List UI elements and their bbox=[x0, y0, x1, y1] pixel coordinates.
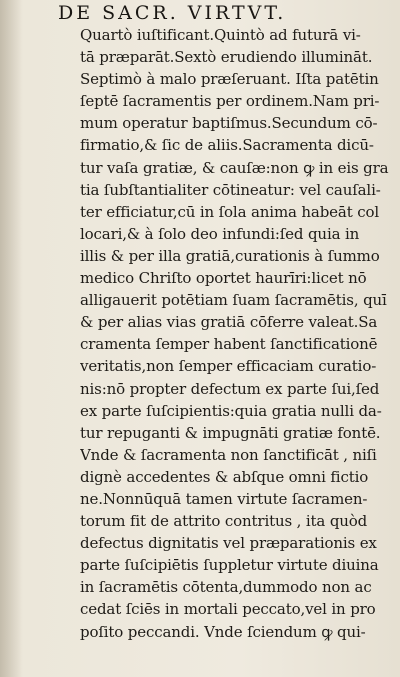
text-line: medico Chriſto oportet haurīri:licet nō bbox=[80, 269, 367, 288]
text-line: ne.Nonnūquā tamen virtute ſacramen- bbox=[80, 489, 368, 508]
text-line: ter efficiatur,cū in ſola anima habeāt col bbox=[80, 202, 379, 221]
page-gutter-shadow bbox=[0, 0, 22, 677]
text-line: ex parte ſuſcipientis:quia gratia nulli da- bbox=[80, 401, 382, 420]
text-line: parte ſuſcipiētis ſuppletur virtute diuina bbox=[80, 556, 379, 575]
text-line: tia ſubſtantialiter cōtineatur: vel cauſali- bbox=[80, 180, 381, 199]
text-line: Septimò à malo præſeruant. Iſta patētin bbox=[80, 70, 379, 89]
text-line: tā præparāt.Sextò erudiendo illumināt. bbox=[80, 48, 373, 67]
text-line: in ſacramētis cōtenta,dummodo non ac bbox=[80, 578, 372, 597]
text-line: Vnde & ſacramenta non ſanctificāt , niſi bbox=[80, 445, 377, 464]
text-line: veritatis,non ſemper efficaciam curatio- bbox=[80, 357, 377, 376]
text-line: Quartò iuſtificant.Quintò ad futurā vi- bbox=[80, 26, 361, 44]
text-line: cramenta ſemper habent ſanctificationē bbox=[80, 335, 378, 354]
text-line: ſeptē ſacramentis per ordinem.Nam pri- bbox=[80, 92, 380, 111]
text-line: mum operatur baptiſmus.Secundum cō- bbox=[80, 114, 378, 133]
text-line: torum fit de attrito contritus , ita quòd bbox=[80, 512, 368, 531]
text-line: poſito peccandi. Vnde ſciendum ꝙ qui- bbox=[80, 622, 366, 641]
text-line: tur vaſa gratiæ, & cauſæ:non ꝙ in eis gra bbox=[80, 158, 389, 177]
text-line: nis:nō propter defectum ex parte ſui,ſed bbox=[80, 379, 380, 398]
text-line: illis & per illa gratiā,curationis à ſummo bbox=[80, 246, 380, 265]
text-line: locari,& à ſolo deo infundi:ſed quia in bbox=[80, 224, 360, 243]
text-line: defectus dignitatis vel præparationis ex bbox=[80, 534, 377, 553]
text-line: alligauerit potētiam ſuam ſacramētis, quī bbox=[80, 291, 387, 310]
running-head: DE SACR. VIRTVT. bbox=[58, 2, 287, 24]
text-line: tur repuganti & impugnāti gratiæ fontē. bbox=[80, 423, 381, 442]
text-line: cedat ſciēs in mortali peccato,vel in pro bbox=[80, 600, 376, 619]
text-block bbox=[80, 24, 392, 643]
text-line: dignè accedentes & abſque omni fictio bbox=[80, 467, 369, 486]
text-line: firmatio,& ſic de aliis.Sacramenta dicū- bbox=[80, 136, 374, 155]
text-line: & per alias vias gratiā cōferre valeat.Sa bbox=[80, 313, 378, 332]
